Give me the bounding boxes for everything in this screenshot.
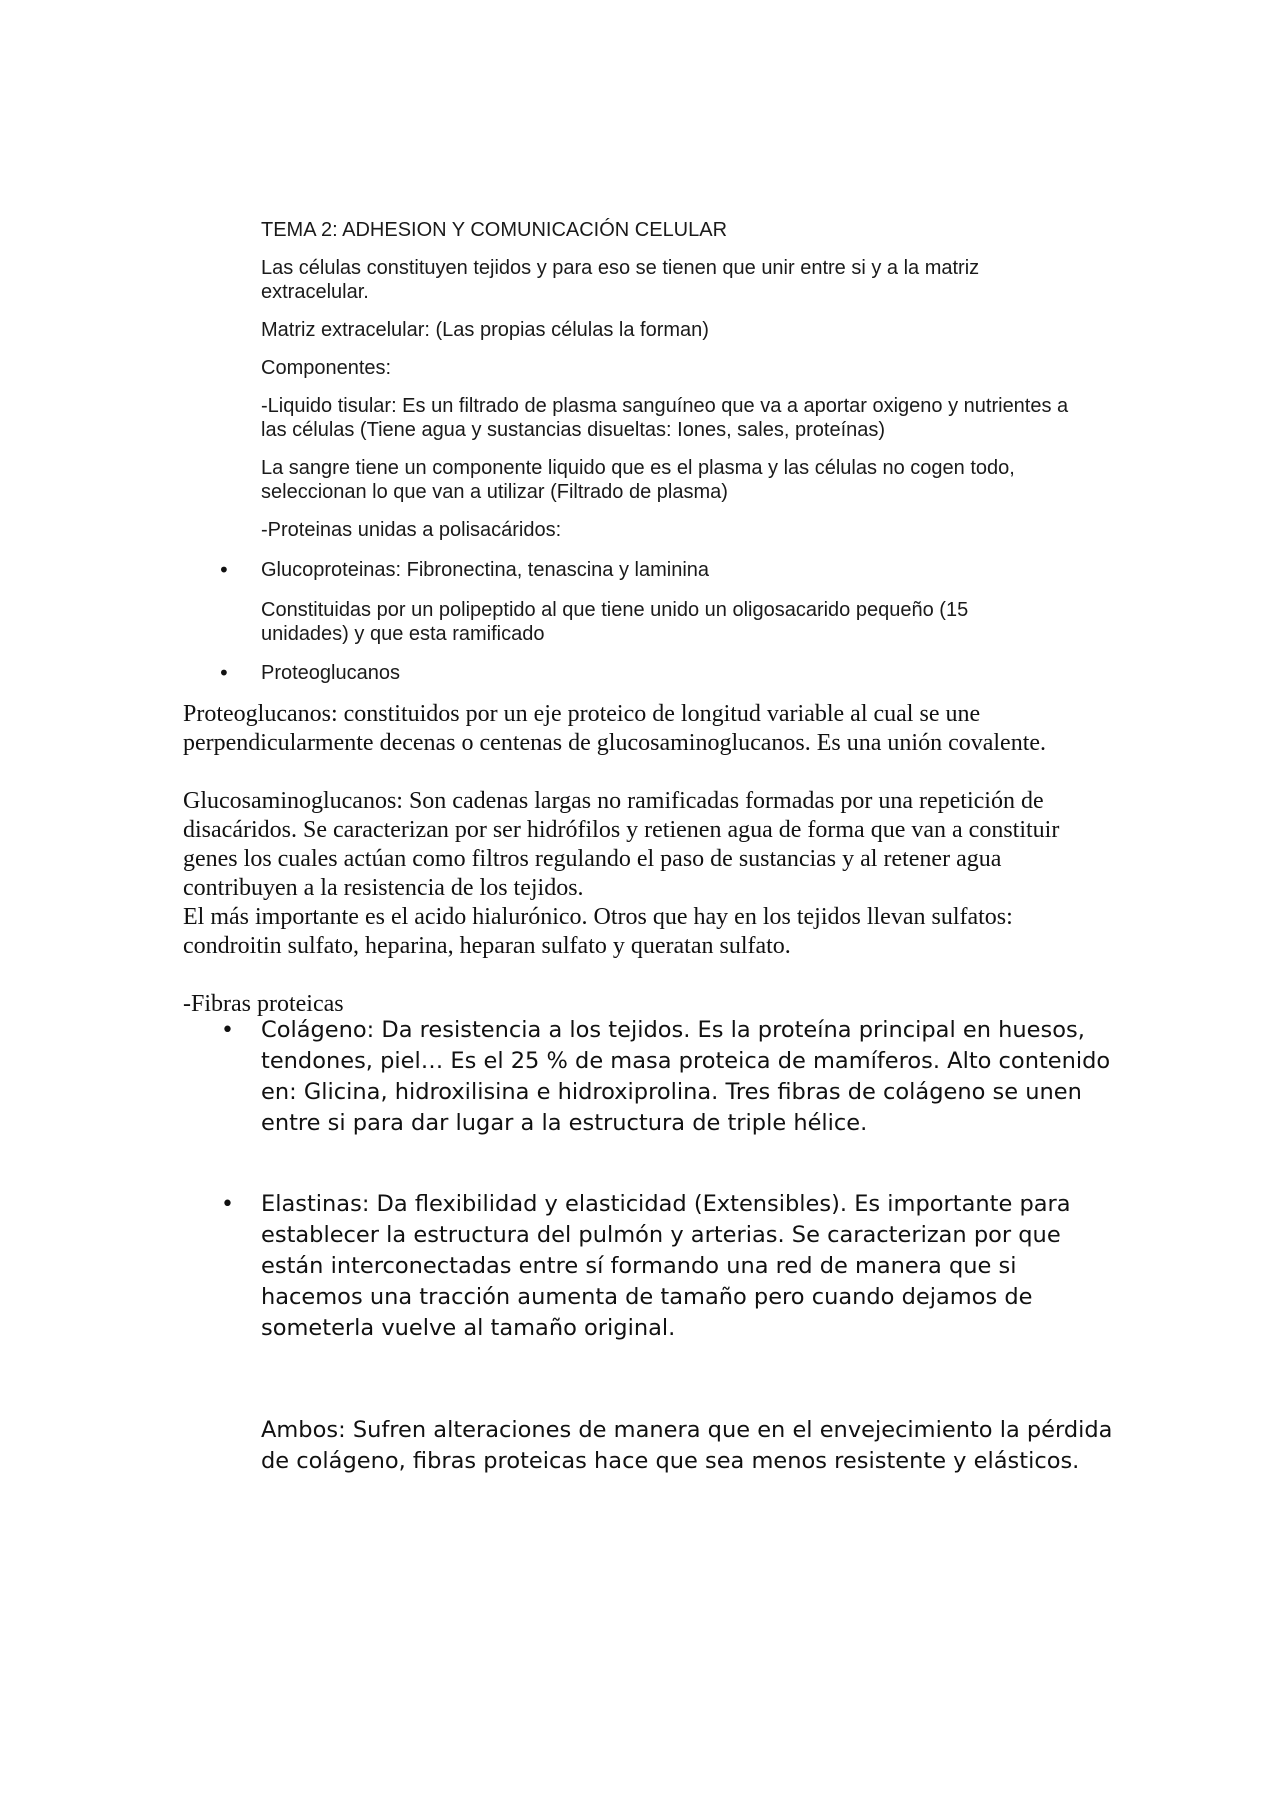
fibers-label: -Fibras proteicas bbox=[183, 991, 344, 1017]
intro-paragraph: Las células constituyen tejidos y para eso se tienen que unir entre si y a la matriz extracelular. bbox=[261, 257, 980, 303]
matrix-paragraph: Matriz extracelular: (Las propias células la forman) bbox=[261, 319, 709, 341]
liquid-paragraph: -Liquido tisular: Es un filtrado de plasma sanguíneo que va a aportar oxigeno y nutrientes a las células (Tiene agua y sustancias disueltas: Iones, sales, proteínas) bbox=[261, 395, 1069, 441]
bullet-icon: • bbox=[218, 558, 230, 582]
glycoprotein-item: Glucoproteinas: Fibronectina, tenascina y laminina bbox=[261, 559, 710, 581]
proteoglycan-description: Proteoglucanos: constituidos por un eje proteico de longitud variable al cual se une perpendicularmente decenas o centenas de glucosaminoglucanos. Es una unión covalente. bbox=[183, 701, 1047, 756]
bullet-icon: • bbox=[221, 1192, 234, 1217]
blood-paragraph: La sangre tiene un componente liquido que es el plasma y las células no cogen todo, seleccionan lo que van a utilizar (Filtrado de plasma) bbox=[261, 457, 1015, 503]
elastin-item: Elastinas: Da flexibilidad y elasticidad (Extensibles). Es importante para establecer la estructura del pulmón y arterias. Se caracterizan por que están interconectadas entre sí formando una red de manera que si hacemos una tracción aumenta de tamaño pero cuando dejamos de someterla vuelve al tamaño original. bbox=[261, 1191, 1071, 1341]
hyaluronic-paragraph: El más importante es el acido hialurónico. Otros que hay en los tejidos llevan sulfatos: condroitin sulfato, heparina, heparan sulfato y queratan sulfato. bbox=[183, 904, 1013, 959]
glycoprotein-description: Constituidas por un polipeptido al que tiene unido un oligosacarido pequeño (15 unidades) y que esta ramificado bbox=[261, 599, 969, 645]
collagen-item: Colágeno: Da resistencia a los tejidos. Es la proteína principal en huesos, tendones, piel… Es el 25 % de masa proteica de mamíferos. Alto contenido en: Glicina, hidroxilisina e hidroxiprolina. Tres fibras de colágeno se unen entre si para dar lugar a la estructura de triple hélice. bbox=[261, 1017, 1111, 1136]
bullet-icon: • bbox=[221, 1018, 234, 1043]
components-label: Componentes: bbox=[261, 357, 392, 379]
both-paragraph: Ambos: Sufren alteraciones de manera que en el envejecimiento la pérdida de colágeno, fibras proteicas hace que sea menos resistente y elásticos. bbox=[261, 1417, 1113, 1474]
proteoglycan-item: Proteoglucanos bbox=[261, 662, 400, 684]
bullet-icon: • bbox=[218, 661, 230, 685]
document-title: TEMA 2: ADHESION Y COMUNICACIÓN CELULAR bbox=[261, 219, 728, 241]
proteins-label: -Proteinas unidas a polisacáridos: bbox=[261, 519, 562, 541]
gag-description: Glucosaminoglucanos: Son cadenas largas no ramificadas formadas por una repetición de disacáridos. Se caracterizan por ser hidrófilos y retienen agua de forma que van a constituir genes los cuales actúan como filtros regulando el paso de sustancias y al retener agua contribuyen a la resistencia de los tejidos. bbox=[183, 788, 1060, 901]
